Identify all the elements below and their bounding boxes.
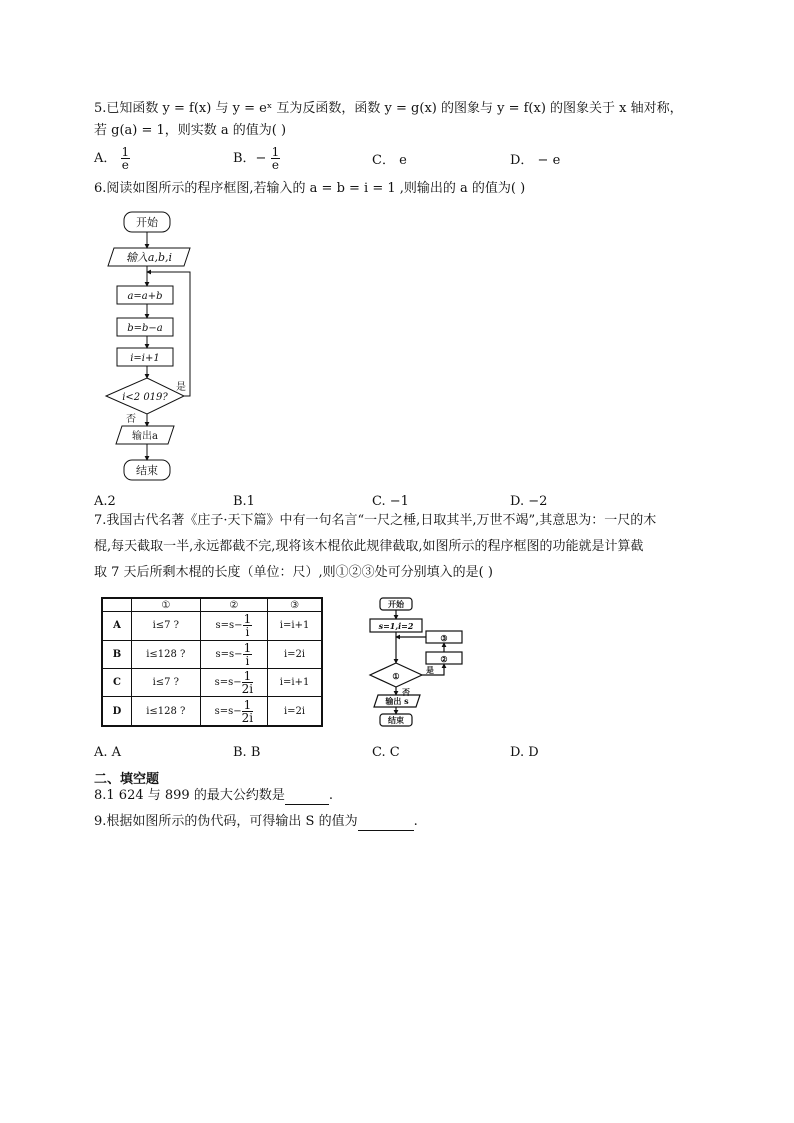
q6-yes-label: 是 bbox=[176, 382, 186, 393]
q7-cell-fraction bbox=[242, 699, 253, 724]
q5-option-a-label: A． bbox=[94, 151, 117, 166]
q5-option-b-numerator: 1 bbox=[271, 145, 280, 159]
q7-option-a: A. A bbox=[94, 745, 122, 760]
q7-cell-fraction bbox=[243, 613, 253, 638]
q6-text: 6.阅读如图所示的程序框图,若输入的 a = b = i = 1 ,则输出的 a 的值为( ) bbox=[94, 181, 526, 196]
q6-step3-label: i=i+1 bbox=[130, 353, 160, 364]
q9-answer-blank bbox=[358, 816, 414, 831]
q7-yes-label: 是 bbox=[426, 665, 434, 675]
q7-cell-step: i=i+1 bbox=[268, 612, 322, 640]
q5-line2: 若 g(a) = 1，则实数 a 的值为( ) bbox=[94, 123, 287, 138]
q7-cell-denominator: i bbox=[245, 653, 250, 668]
q5-option-a-fraction bbox=[121, 146, 131, 171]
q6-no-label: 否 bbox=[126, 414, 136, 425]
q9-text-line bbox=[94, 813, 418, 831]
q6-option-c: C. −1 bbox=[372, 494, 409, 509]
q7-cell-update-prefix: s=s− bbox=[214, 705, 242, 717]
q7-cell-numerator: 1 bbox=[243, 612, 252, 627]
section-heading-fill-in: 二、填空题 bbox=[94, 772, 160, 787]
q7-cell-fraction bbox=[242, 670, 253, 695]
q7-cell-fraction bbox=[243, 642, 253, 667]
q8-end: . bbox=[328, 788, 333, 803]
q5-option-b-fraction bbox=[271, 146, 281, 171]
q7-row-label: B bbox=[102, 640, 132, 668]
q7-header-1: ① bbox=[132, 598, 201, 612]
q7-cell-update bbox=[200, 640, 268, 668]
q9-text: 9.根据如图所示的伪代码，可得输出 S 的值为 bbox=[94, 814, 358, 829]
q7-cell-update-prefix: s=s− bbox=[215, 620, 243, 632]
q6-option-d: D. −2 bbox=[510, 494, 548, 509]
q7-row-label: A bbox=[102, 612, 132, 640]
q5-option-b-denominator: e bbox=[271, 158, 279, 172]
q7-line3: 取 7 天后所剩木棍的长度（单位：尺）,则①②③处可分别填入的是( ) bbox=[94, 565, 493, 580]
q7-no-label: 否 bbox=[402, 687, 410, 697]
q7-row-label: D bbox=[102, 697, 132, 726]
q6-step2-label: b=b−a bbox=[127, 323, 163, 334]
q7-condition-label: ① bbox=[392, 671, 400, 681]
table-row bbox=[102, 612, 322, 640]
q8-text: 8.1 624 与 899 的最大公约数是 bbox=[94, 788, 285, 803]
q6-option-a: A.2 bbox=[94, 494, 116, 509]
table-row bbox=[102, 669, 322, 697]
q7-cell-denominator: 2i bbox=[241, 710, 254, 725]
q9-end: . bbox=[413, 814, 418, 829]
q5-option-b bbox=[233, 146, 280, 171]
q7-line2: 棍,每天截取一半,永远都截不完,现将该木棍依此规律截取,如图所示的程序框图的功能就是计算截 bbox=[94, 539, 644, 554]
q6-end-label: 结束 bbox=[136, 464, 158, 477]
q7-option-c: C. C bbox=[372, 745, 400, 760]
q7-cell-update-prefix: s=s− bbox=[214, 677, 242, 689]
q7-end-label: 结束 bbox=[388, 715, 404, 725]
q7-cell-step: i=2i bbox=[268, 697, 322, 726]
q6-input-label: 输入a,b,i bbox=[125, 251, 173, 264]
q6-start-label: 开始 bbox=[136, 216, 158, 229]
q7-option-table bbox=[101, 597, 323, 727]
q7-cell-update-prefix: s=s− bbox=[215, 648, 243, 660]
q7-header-3: ③ bbox=[268, 598, 322, 612]
q6-condition-label: i<2 019? bbox=[122, 392, 168, 403]
q7-table-header bbox=[102, 598, 322, 612]
q8-text-line bbox=[94, 787, 333, 805]
q5-option-c: C． e bbox=[372, 153, 407, 168]
q7-table-corner bbox=[102, 598, 132, 612]
q5-option-a-denominator: e bbox=[121, 158, 129, 172]
q5-option-a bbox=[94, 146, 130, 171]
q7-cell-denominator: i bbox=[245, 625, 250, 640]
q7-cell-numerator: 1 bbox=[243, 640, 252, 655]
q7-cell-condition: i≤7 ? bbox=[132, 669, 201, 697]
q7-cell-update bbox=[200, 612, 268, 640]
q7-option-d: D. D bbox=[510, 745, 539, 760]
q7-line1: 7.我国古代名著《庄子·天下篇》中有一句名言“一尺之棰,日取其半,万世不竭”,其意思为：一尺的木 bbox=[94, 513, 657, 528]
table-row bbox=[102, 640, 322, 668]
q7-cell-step: i=2i bbox=[268, 640, 322, 668]
q7-flowchart bbox=[362, 595, 472, 731]
q7-cell-update bbox=[200, 669, 268, 697]
q6-step1-label: a=a+b bbox=[127, 291, 163, 302]
q7-cell-update bbox=[200, 697, 268, 726]
q5-line1: 5.已知函数 y = f(x) 与 y = eˣ 互为反函数，函数 y = g(x) 的图象与 y = f(x) 的图象关于 x 轴对称， bbox=[94, 101, 683, 116]
q7-cell-condition: i≤128 ? bbox=[132, 640, 201, 668]
q7-cell-numerator: 1 bbox=[243, 697, 252, 712]
q7-output-label: 输出 s bbox=[385, 696, 409, 706]
q7-cell-step: i=i+1 bbox=[268, 669, 322, 697]
table-row bbox=[102, 697, 322, 726]
q7-cell-condition: i≤128 ? bbox=[132, 697, 201, 726]
q7-cell-denominator: 2i bbox=[241, 682, 254, 697]
q5-option-a-numerator: 1 bbox=[121, 145, 130, 159]
q5-option-b-label: B．− bbox=[233, 151, 267, 166]
q7-header-2: ② bbox=[200, 598, 268, 612]
q6-output-label: 输出a bbox=[132, 431, 158, 442]
q7-start-label: 开始 bbox=[388, 599, 404, 609]
q7-option-b: B. B bbox=[233, 745, 261, 760]
q7-cell-numerator: 1 bbox=[243, 669, 252, 684]
q7-box3-label: ③ bbox=[440, 633, 448, 643]
q7-cell-condition: i≤7 ? bbox=[132, 612, 201, 640]
q6-option-b: B.1 bbox=[233, 494, 255, 509]
q7-row-label: C bbox=[102, 669, 132, 697]
q5-option-d: D． − e bbox=[510, 153, 561, 168]
q7-box2-label: ② bbox=[440, 654, 448, 664]
q6-flowchart bbox=[100, 208, 210, 486]
q7-init-label: s=1,i=2 bbox=[378, 621, 414, 631]
q8-answer-blank bbox=[285, 790, 329, 805]
